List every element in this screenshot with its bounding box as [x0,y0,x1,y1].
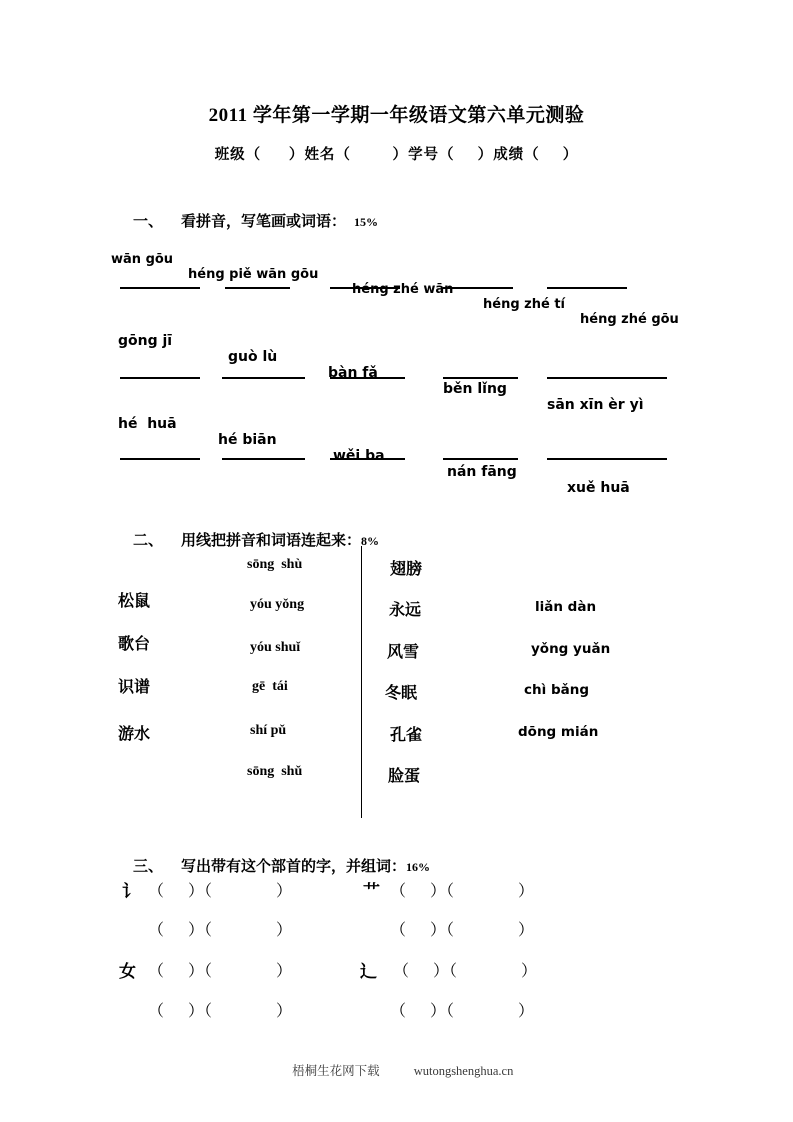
answer-line-3-5[interactable] [547,458,667,460]
stroke-pinyin-1: wān gōu [111,252,174,267]
answer-line-2-5[interactable] [547,377,667,379]
match-left-pinyin-1[interactable]: sōng shù [247,557,303,572]
section-3-points: 16% [406,860,431,874]
footer-site-name: 梧桐生花网下载 [292,1064,380,1078]
page-title: 2011 学年第一学期一年级语文第六单元测验 [208,105,585,126]
match-left-pinyin-4[interactable]: gē tái [252,679,288,694]
match-left-pinyin-2[interactable]: yóu yǒng [250,597,305,612]
student-info-line [0,143,793,164]
match-right-pinyin-3[interactable]: chì bǎng [524,682,589,698]
match-left-pinyin-5[interactable]: shí pǔ [250,723,287,738]
match-right-word-5[interactable]: 孔雀 [390,727,423,744]
word-pinyin-row-2 [0,400,793,512]
blank-pair-3-right[interactable]: （ ）（ ） [393,963,538,980]
match-right-word-3[interactable]: 风雪 [387,644,420,661]
matching-divider [361,546,362,818]
word-pinyin-2-4: nán fāng [447,464,517,480]
class-field[interactable]: 班级（ ） [214,147,305,163]
match-right-pinyin-2[interactable]: yǒng yuǎn [531,641,611,657]
section-1-title: 看拼音，写笔画或词语： [181,214,347,230]
word-pinyin-1-2: guò lù [228,349,278,365]
stroke-pinyin-5: héng zhé gōu [580,312,679,327]
word-pinyin-1-3: bàn fǎ [328,365,378,381]
answer-line-3-2[interactable] [222,458,305,460]
answer-line-1-5[interactable] [547,287,627,289]
answer-line-2-4[interactable] [443,377,518,379]
match-left-word-2[interactable]: 歌台 [118,636,151,653]
stroke-pinyin-2: héng piě wān gōu [188,267,319,282]
word-pinyin-1-5: sān xīn èr yì [547,397,644,413]
word-pinyin-2-5: xuě huā [567,480,630,496]
footer [0,1046,793,1094]
word-pinyin-2-2: hé biān [218,432,277,448]
answer-line-1-2[interactable] [225,287,290,289]
match-right-word-2[interactable]: 永远 [389,602,422,619]
section-2-title: 用线把拼音和词语连起来： [181,533,362,549]
match-right-pinyin-4[interactable]: dōng mián [518,724,599,740]
answer-line-1-3[interactable] [330,287,400,289]
radical-walk-icon: 辶 [360,962,377,981]
answer-line-1-1[interactable] [120,287,200,289]
radical-woman-icon: 女 [119,962,136,981]
blank-pair-1-right[interactable]: （ ）（ ） [390,883,535,900]
stroke-pinyin-4: héng zhé tí [483,297,565,312]
blank-pair-1-left[interactable]: （ ）（ ） [148,883,293,900]
match-left-word-4[interactable]: 游水 [118,726,151,743]
score-field[interactable]: 成绩（ ） [493,147,579,163]
match-right-word-4[interactable]: 冬眠 [385,685,418,702]
match-right-word-1[interactable]: 翅膀 [390,561,423,578]
blank-pair-2-left[interactable]: （ ）（ ） [148,922,293,939]
section-1-points: 15% [354,215,379,229]
section-2-number: 二、 [133,533,164,549]
word-pinyin-2-1: hé huā [118,416,177,432]
footer-site-url: wutongshenghua.cn [413,1064,514,1078]
radical-speech-icon: 讠 [122,882,139,901]
answer-line-2-2[interactable] [222,377,305,379]
blank-pair-2-right[interactable]: （ ）（ ） [390,922,535,939]
match-right-pinyin-1[interactable]: liǎn dàn [535,599,597,615]
blank-pair-3-left[interactable]: （ ）（ ） [148,963,293,980]
section-2-points: 8% [361,534,380,548]
answer-line-3-1[interactable] [120,458,200,460]
blank-pair-4-right[interactable]: （ ）（ ） [390,1003,535,1020]
student-id-field[interactable]: 学号（ ） [408,147,494,163]
name-field[interactable]: 姓名（ ） [304,147,409,163]
answer-line-1-4[interactable] [443,287,513,289]
match-left-word-3[interactable]: 识谱 [118,679,151,696]
match-left-word-1[interactable]: 松鼠 [118,593,151,610]
blank-pair-4-left[interactable]: （ ）（ ） [148,1003,293,1020]
answer-line-3-3[interactable] [330,458,405,460]
radical-grass-icon: 艹 [363,882,380,901]
match-right-word-6[interactable]: 脸蛋 [388,768,421,785]
section-3-number: 三、 [133,859,164,875]
answer-line-2-1[interactable] [120,377,200,379]
word-pinyin-1-4: běn lǐng [443,381,507,397]
answer-line-3-4[interactable] [443,458,518,460]
section-3-title: 写出带有这个部首的字，并组词： [181,859,407,875]
match-left-pinyin-3[interactable]: yóu shuǐ [250,640,301,655]
stroke-pinyin-3: héng zhé wān [352,282,454,297]
match-left-pinyin-6[interactable]: sōng shǔ [247,764,303,779]
word-pinyin-1-1: gōng jī [118,333,173,349]
answer-line-2-3[interactable] [330,377,405,379]
word-pinyin-2-3: wěi ba [333,448,385,464]
section-1-number: 一、 [133,214,164,230]
